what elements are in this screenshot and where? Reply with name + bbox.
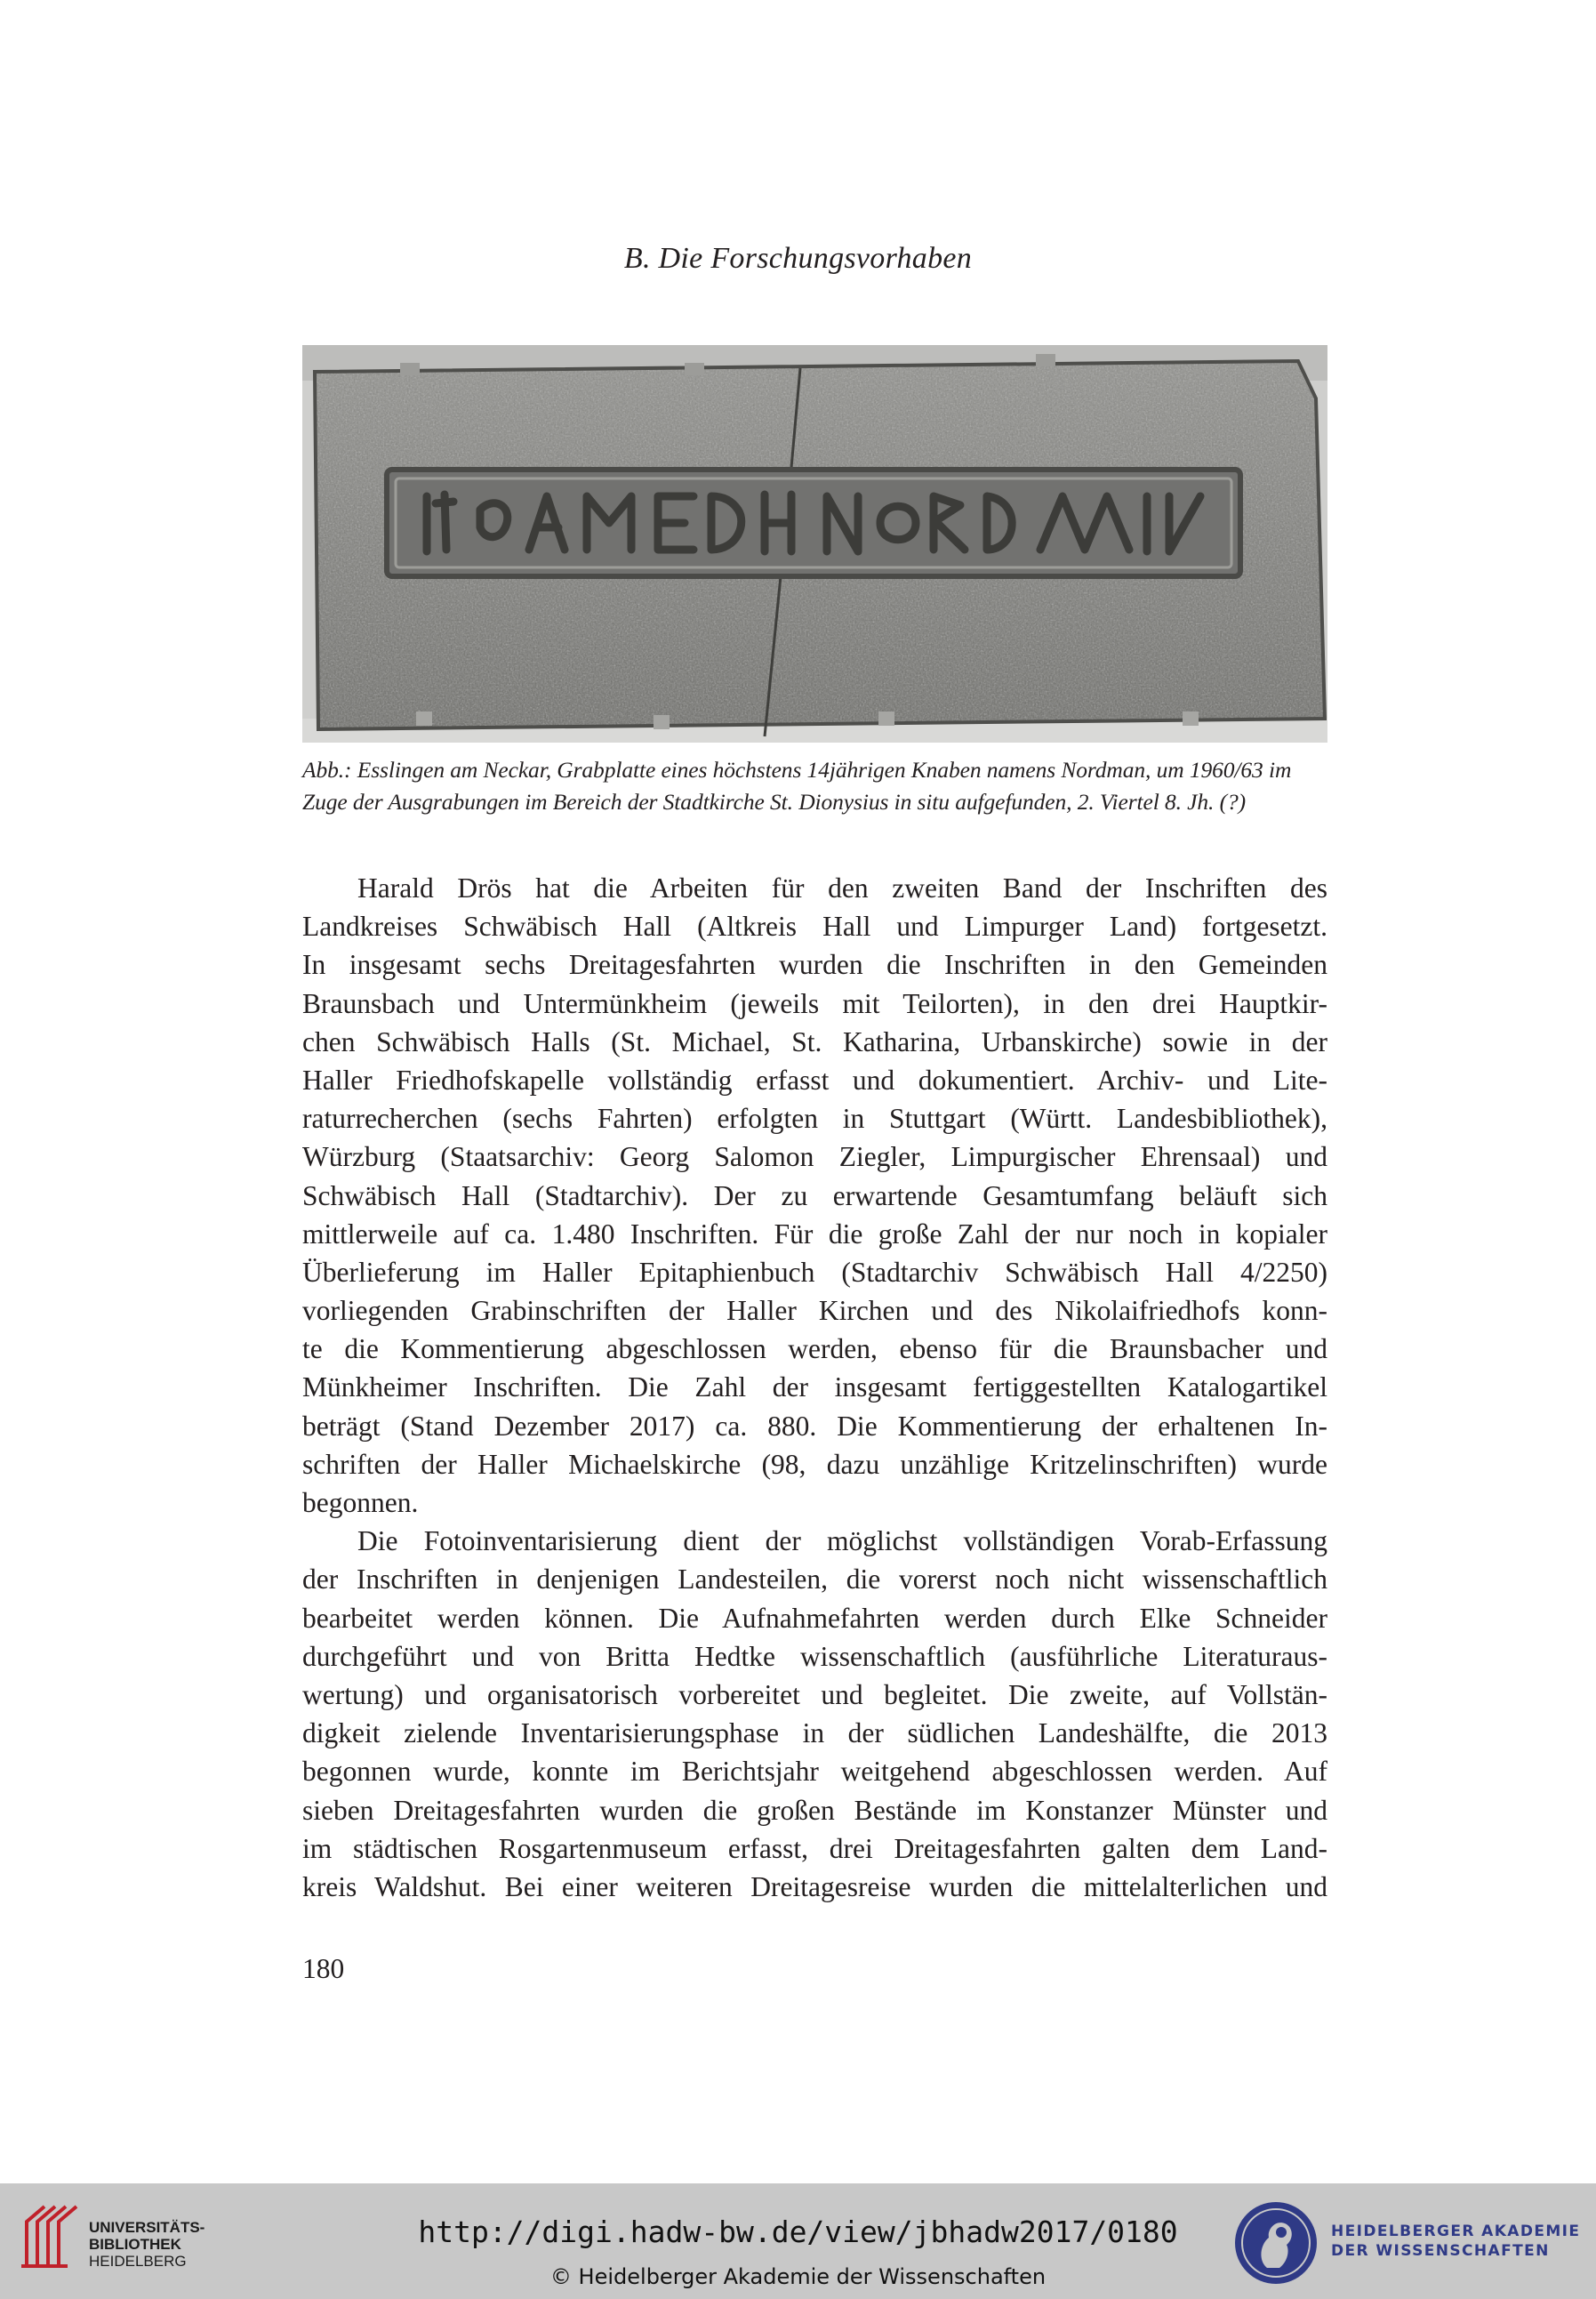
- paragraph1-line: Braunsbach und Untermünkheim (jeweils mit Teilorten), in den drei Hauptkir-: [302, 987, 1327, 1019]
- paragraph2-line: im städtischen Rosgartenmuseum erfasst, drei Dreitagesfahrten galten dem Land-: [302, 1832, 1327, 1864]
- paragraph1-line: Haller Friedhofskapelle vollständig erfasst und dokumentiert. Archiv- und Lite-: [302, 1064, 1327, 1096]
- paragraph1-line: beträgt (Stand Dezember 2017) ca. 880. Die Kommentierung der erhaltenen In-: [302, 1410, 1327, 1442]
- paragraph1-line: chen Schwäbisch Halls (St. Michael, St. Katharina, Urbanskirche) sowie in der: [302, 1025, 1327, 1057]
- academy-name-line: HEIDELBERGER AKADEMIE: [1331, 2223, 1581, 2240]
- paragraph2-line: sieben Dreitagesfahrten wurden die großen Bestände im Konstanzer Münster und: [302, 1794, 1327, 1826]
- paragraph1-line: raturrecherchen (sechs Fahrten) erfolgten in Stuttgart (Württ. Landesbibliothek),: [302, 1103, 1327, 1135]
- paragraph1-line: Überlieferung im Haller Epitaphienbuch (Stadtarchiv Schwäbisch Hall 4/2250): [302, 1256, 1327, 1288]
- paragraph1-line: Schwäbisch Hall (Stadtarchiv). Der zu erwartende Gesamtumfang beläuft sich: [302, 1179, 1327, 1211]
- paragraph1-line: mittlerweile auf ca. 1.480 Inschriften. Für die große Zahl der nur noch in kopialer: [302, 1218, 1327, 1250]
- paragraph1-line: Landkreises Schwäbisch Hall (Altkreis Hall und Limpurger Land) fortgesetzt.: [302, 911, 1327, 943]
- paragraph1-line: Würzburg (Staatsarchiv: Georg Salomon Ziegler, Limpurgischer Ehrensaal) und: [302, 1141, 1327, 1173]
- paragraph2-line: Die Fotoinventarisierung dient der möglichst vollständigen Vorab-Erfassung: [357, 1525, 1327, 1557]
- body-text: [302, 869, 1327, 1906]
- running-head: B. Die Forschungsvorhaben: [623, 242, 973, 275]
- paragraph2-line: digkeit zielende Inventarisierungsphase in der südlichen Landeshälfte, die 2013: [302, 1717, 1327, 1749]
- paragraph1-line: schriften der Haller Michaelskirche (98, dazu unzählige Kritzelinschriften) wurde: [302, 1448, 1327, 1480]
- library-name-line: HEIDELBERG: [89, 2253, 187, 2270]
- paragraph2-line: bearbeitet werden können. Die Aufnahmefahrten werden durch Elke Schneider: [302, 1602, 1327, 1634]
- academy-name: [1331, 2222, 1580, 2261]
- paragraph1-line: Münkheimer Inschriften. Die Zahl der insgesamt fertiggestellten Katalogartikel: [302, 1371, 1327, 1403]
- page-number: 180: [302, 1953, 345, 1984]
- paragraph2-line: durchgeführt und von Britta Hedtke wissenschaftlich (ausführliche Literaturaus-: [302, 1640, 1327, 1672]
- paragraph2-line: der Inschriften in denjenigen Landesteilen, die vorerst noch nicht wissenschaftlich: [302, 1563, 1327, 1596]
- footer-bar: [0, 2183, 1596, 2299]
- copyright-notice: © Heidelberger Akademie der Wissenschaften: [549, 2264, 1047, 2289]
- paragraph2-line: begonnen wurde, konnte im Berichtsjahr weitgehend abgeschlossen werden. Auf: [302, 1756, 1327, 1788]
- academy-seal-logo[interactable]: [1231, 2199, 1320, 2292]
- paragraph1-line: begonnen.: [302, 1487, 419, 1518]
- academy-name-line: DER WISSENSCHAFTEN: [1331, 2242, 1550, 2260]
- library-name-line: UNIVERSITÄTS-: [89, 2219, 205, 2236]
- paragraph1-line: Harald Drös hat die Arbeiten für den zweiten Band der Inschriften des: [357, 872, 1327, 904]
- paragraph1-line: In insgesamt sechs Dreitagesfahrten wurden die Inschriften in den Gemeinden: [302, 949, 1327, 981]
- figure-caption: [302, 754, 1327, 818]
- caption-line: Zuge der Ausgrabungen im Bereich der Stadtkirche St. Dionysius in situ aufgefunden, 2. Viertel 8. Jh. (?): [302, 789, 1247, 815]
- paragraph1-line: vorliegenden Grabinschriften der Haller Kirchen und des Nikolaifriedhofs konn-: [302, 1295, 1327, 1327]
- gravestone-photo: [302, 345, 1327, 743]
- paragraph2-line: wertung) und organisatorisch vorbereitet und begleitet. Die zweite, auf Vollstän-: [302, 1678, 1327, 1710]
- library-name-line: BIBLIOTHEK: [89, 2236, 181, 2253]
- source-url-link[interactable]: http://digi.hadw-bw.de/view/jbhadw2017/0180: [418, 2215, 1178, 2249]
- caption-line: Abb.: Esslingen am Neckar, Grabplatte eines höchstens 14jährigen Knaben namens Nordman, um 1960/63 im: [302, 757, 1292, 783]
- paragraph2-line: kreis Waldshut. Bei einer weiteren Dreitagesreise wurden die mittelalterlichen und: [302, 1870, 1327, 1902]
- paragraph1-line: te die Kommentierung abgeschlossen werden, ebenso für die Braunsbacher und: [302, 1333, 1327, 1365]
